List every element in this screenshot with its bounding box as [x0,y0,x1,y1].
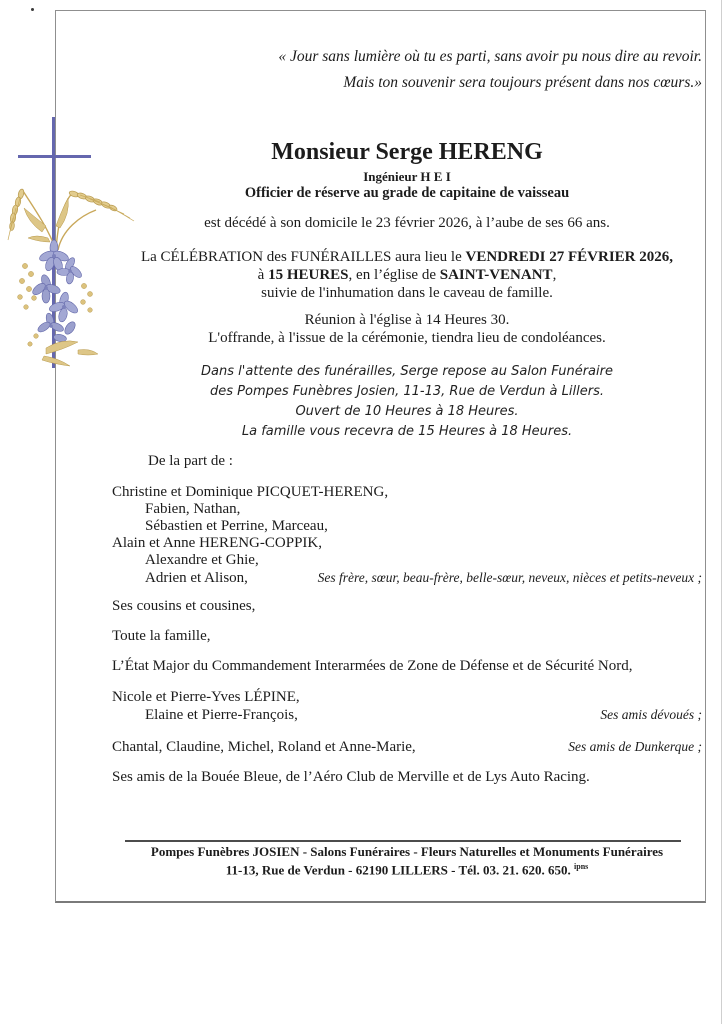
death-notice: est décédé à son domicile le 23 février 2026, à l’aube de ses 66 ans. [204,215,610,231]
family-row: Alain et Anne HERENG-COPPIK, [112,535,322,551]
cross-icon-bar [18,155,91,158]
ceremony-line-3: suivie de l'inhumation dans le caveau de famille. [261,285,553,301]
blue-flowers [31,240,84,343]
relation-label: Ses amis dévoués ; [600,707,702,722]
family-row: Alexandre et Ghie, [145,552,259,568]
family-row: Sébastien et Perrine, Marceau, [145,518,328,534]
gold-leaves-bottom [42,341,98,366]
quote-line-1: « Jour sans lumière où tu es parti, sans avoir pu nous dire au revoir. [278,48,702,65]
family-intro: De la part de : [148,453,233,469]
gold-leaves-top [24,198,68,242]
family-row: L’État Major du Commandement Interarmées de Zone de Défense et de Sécurité Nord, [112,658,633,674]
family-row: Ses cousins et cousines, [112,598,256,614]
repose-line-2: des Pompes Funèbres Josien, 11-13, Rue de Verdun à Lillers. [210,384,604,399]
family-row: Toute la famille, [112,628,211,644]
family-row: Nicole et Pierre-Yves LÉPINE, [112,689,300,705]
footer-line-2: 11-13, Rue de Verdun - 62190 LILLERS - Tél. 03. 21. 620. 650. $^{ipns}$ [225,862,589,878]
footer-line-1: Pompes Funèbres JOSIEN - Salons Funéraires - Fleurs Naturelles et Monuments Funéraires [150,844,664,859]
family-row: Christine et Dominique PICQUET-HERENG, [112,484,389,500]
family-row: Elaine et Pierre-François, Ses amis dévoués ; [145,707,702,723]
ceremony-line-5: L'offrande, à l'issue de la cérémonie, tiendra lieu de condoléances. [208,330,606,346]
repose-line-1: Dans l'attente des funérailles, Serge repose au Salon Funéraire [201,364,613,379]
ceremony-line-1: La CÉLÉBRATION des FUNÉRAILLES aura lieu le VENDREDI 27 FÉVRIER 2026, [140,249,674,265]
scan-edge-line [721,0,722,1024]
quote-line-2: Mais ton souvenir sera toujours présent dans nos cœurs.» [343,74,702,91]
deceased-name: Monsieur Serge HERENG [271,139,543,165]
memorial-quote [112,44,702,96]
family-row: Fabien, Nathan, [145,501,241,517]
family-row: Ses amis de la Bouée Bleue, de l’Aéro Club de Merville et de Lys Auto Racing. [112,769,590,785]
relation-label: Ses amis de Dunkerque ; [568,739,702,754]
repose-line-3: Ouvert de 10 Heures à 18 Heures. [295,404,519,419]
deceased-role-1: Ingénieur H E I [363,169,451,184]
repose-line-4: La famille vous recevra de 15 Heures à 18 Heures. [241,424,573,439]
ceremony-line-2: à 15 HEURES, en l’église de SAINT-VENANT, [257,267,557,283]
family-row: Chantal, Claudine, Michel, Roland et Anne-Marie, Ses amis de Dunkerque ; [112,739,702,755]
wheat-head-right [68,190,118,212]
ceremony-details [112,248,702,347]
family-row: Adrien et Alison, Ses frère, sœur, beau-frère, belle-sœur, neveux, nièces et petits-neveux ; [145,570,702,586]
relation-label: Ses frère, sœur, beau-frère, belle-sœur, neveux, nièces et petits-neveux ; [317,570,702,585]
funeral-home-footer [112,844,702,877]
deceased-role-2: Officier de réserve au grade de capitaine de vaisseau [244,185,570,201]
repose-details [112,362,702,442]
ceremony-line-4: Réunion à l'église à 14 Heures 30. [304,312,510,328]
ipns-mark: ipns [574,862,589,871]
family-list [112,484,702,786]
scan-speck [31,8,34,11]
footer-divider [125,840,681,842]
deceased-header [112,139,702,201]
